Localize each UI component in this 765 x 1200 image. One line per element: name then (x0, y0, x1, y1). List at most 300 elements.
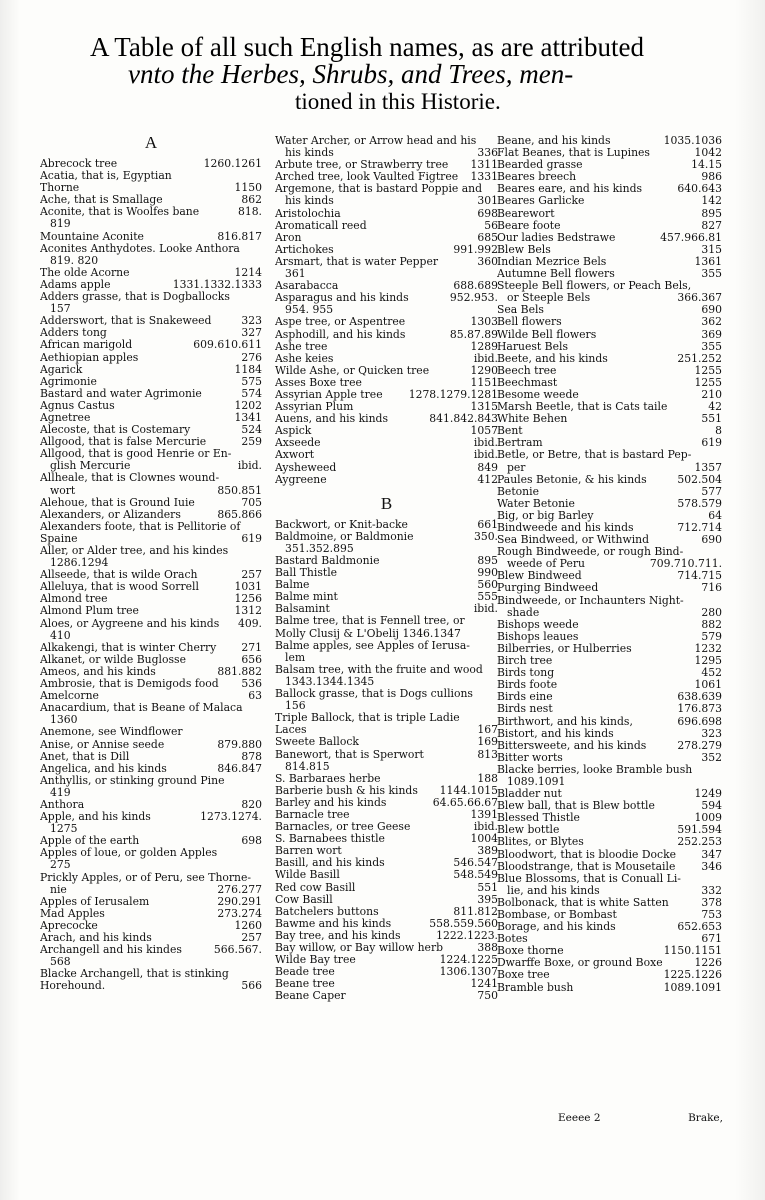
entry-name: Almond Plum tree (40, 605, 139, 618)
entry-pages: 1256 (232, 593, 262, 605)
entry-pages: 560 (474, 579, 498, 591)
index-column-2 (275, 135, 498, 1002)
entry-name: Bent (497, 425, 523, 438)
index-entry (40, 726, 262, 738)
entry-name: Asparagus and his kinds (275, 292, 409, 305)
entry-name: 1360 (50, 714, 78, 727)
entry-name: Bloodwort, that is bloodie Docke (497, 848, 677, 861)
entry-pages: 1202 (232, 400, 262, 412)
index-entry (40, 739, 262, 751)
entry-name: Beane Caper (275, 990, 346, 1003)
entry-pages: 85.87.89 (447, 329, 498, 341)
entry-pages: 619 (238, 533, 262, 545)
entry-pages: 1184 (232, 364, 262, 376)
entry-name: Bay tree, and his kinds (275, 929, 401, 942)
entry-name: Abrecock tree (40, 158, 118, 170)
index-entry (497, 655, 722, 667)
entry-pages: 360 (474, 256, 498, 268)
entry-pages: 1312 (232, 605, 262, 617)
index-entry (497, 788, 722, 800)
entry-name: 814.815 (285, 760, 330, 773)
entry-pages: 1241 (468, 978, 498, 990)
entry-pages: 273.274 (214, 908, 262, 920)
entry-pages: 1289 (468, 341, 498, 353)
entry-name: Bilberries, or Hulberries (497, 642, 632, 655)
index-entry (497, 728, 722, 740)
entry-pages: 1341 (232, 412, 262, 424)
entry-name: Beete, and his kinds (497, 352, 608, 365)
index-entry (497, 183, 722, 195)
index-entry (275, 652, 498, 664)
entry-pages: 578.579 (674, 498, 722, 510)
entry-name: Aygreene (275, 473, 327, 486)
index-entry (497, 703, 722, 715)
index-entry (40, 787, 262, 799)
entry-name: Agnus Castus (40, 399, 115, 412)
entry-name: Beech tree (497, 364, 557, 377)
entry-name: Bastard Baldmonie (275, 555, 380, 567)
index-entry (497, 304, 722, 316)
index-entry (497, 619, 722, 631)
index-entry (275, 232, 498, 244)
entry-name: Water Betonie (497, 497, 575, 510)
index-entry (497, 220, 722, 232)
entry-name: Red cow Basill (275, 881, 356, 894)
index-entry (40, 206, 262, 218)
index-entry (275, 857, 498, 869)
title-line-1: A Table of all such English names, as are attributed (90, 32, 644, 62)
index-entry (40, 642, 262, 654)
page-shadow-left (0, 0, 20, 1200)
entry-pages: 56 (481, 220, 498, 232)
index-column-3 (497, 135, 722, 994)
entry-name: Arched tree, look Vaulted Figtree (275, 171, 459, 184)
entry-name: Bishops weede (497, 618, 579, 631)
index-entry (497, 546, 722, 558)
entry-name: Sweete Ballock (275, 736, 359, 749)
index-entry (40, 884, 262, 896)
index-entry (40, 678, 262, 690)
entry-pages: 388 (474, 942, 498, 954)
entry-pages: 271 (238, 642, 262, 654)
entry-pages: 698 (474, 208, 498, 220)
index-entry (497, 873, 722, 885)
index-entry (497, 631, 722, 643)
entry-pages: ibid. (471, 449, 498, 461)
entry-name: Beade tree (275, 966, 335, 979)
index-entry (275, 954, 498, 966)
entry-name: Baldmoine, or Baldmonie (275, 530, 414, 543)
entry-pages: 257 (238, 932, 262, 944)
entry-pages: 378 (698, 897, 722, 909)
index-entry (40, 811, 262, 823)
index-entry (497, 498, 722, 510)
entry-name: Assyrian Plum (275, 401, 354, 414)
entry-pages: 827 (698, 220, 722, 232)
entry-pages: 878 (238, 751, 262, 763)
index-entry (40, 775, 262, 787)
entry-pages: 536 (238, 678, 262, 690)
entry-pages: 709.710.711. (647, 558, 722, 570)
index-entry (497, 679, 722, 691)
entry-pages: 698 (238, 835, 262, 847)
index-entry (275, 591, 498, 603)
entry-name: Botes (497, 933, 528, 946)
entry-name: Arbute tree, or Strawberry tree (275, 159, 449, 172)
entry-name: Alehoue, that is Ground Iuie (40, 496, 195, 509)
index-entry (40, 243, 262, 255)
entry-name: Axwort (275, 449, 315, 462)
entry-name: Anacardium, that is Beane of Malaca (40, 702, 243, 715)
title-line-3: tioned in this Historie. (295, 89, 501, 114)
entry-pages: 210 (698, 389, 722, 401)
entry-pages: 63 (245, 690, 262, 702)
entry-name: lie, and his kinds (507, 884, 600, 897)
entry-pages: 895 (474, 555, 498, 567)
entry-name: Water Archer, or Arrow head and his (275, 135, 477, 147)
index-entry (40, 968, 262, 980)
index-entry (40, 364, 262, 376)
index-entry (275, 555, 498, 567)
index-entry (497, 292, 722, 304)
index-entry (40, 424, 262, 436)
entry-pages: 882 (698, 619, 722, 631)
entry-name: Beechmast (497, 376, 558, 389)
entry-name: Aristolochia (275, 207, 341, 220)
entry-pages: 142 (698, 195, 722, 207)
entry-pages: 577 (698, 486, 722, 498)
entry-name: Blessed Thistle (497, 812, 580, 825)
index-entry (497, 933, 722, 945)
entry-pages: 640.643 (674, 183, 722, 195)
entry-name: glish Mercurie (50, 460, 131, 473)
index-entry (275, 712, 498, 724)
index-entry (275, 882, 498, 894)
entry-name: Big, or big Barley (497, 509, 594, 522)
index-entry (40, 980, 262, 992)
entry-name: Birds foote (497, 679, 558, 692)
entry-name: Anet, that is Dill (40, 750, 130, 763)
entry-pages: 176.873 (674, 703, 722, 715)
entry-pages: 1150 (232, 182, 262, 194)
index-entry (40, 896, 262, 908)
entry-pages: 881.882 (214, 666, 262, 678)
index-entry (497, 752, 722, 764)
entry-name: Barley and his kinds (275, 796, 387, 809)
entry-pages: 1331 (468, 171, 498, 183)
entry-pages: 1031 (232, 581, 262, 593)
entry-name: Cow Basill (275, 893, 333, 906)
entry-name: Apples of Ierusalem (40, 895, 150, 908)
entry-name: Balme mint (275, 591, 338, 604)
entry-pages: 865.866 (214, 509, 262, 521)
entry-name: Purging Bindweed (497, 582, 599, 595)
entry-pages: 1042 (692, 147, 722, 159)
entry-name: Aromaticall reed (275, 219, 367, 232)
entry-pages: 1361 (692, 256, 722, 268)
index-entry (275, 413, 498, 425)
index-entry (40, 799, 262, 811)
entry-list-b-part2 (497, 135, 722, 994)
entry-name: Batchelers buttons (275, 905, 379, 918)
entry-name: Bombase, or Bombast (497, 909, 617, 921)
index-entry (275, 615, 498, 627)
entry-name: White Behen (497, 413, 568, 426)
entry-name: Adders tong (40, 327, 107, 340)
index-entry (497, 836, 722, 848)
index-entry (40, 920, 262, 932)
entry-pages: 1273.1274. (197, 811, 262, 823)
entry-name: Aspe tree, or Aspentree (275, 316, 406, 329)
entry-name: Agarick (40, 363, 83, 376)
index-entry (275, 462, 498, 474)
index-entry (497, 437, 722, 449)
entry-name: Thorne (40, 182, 80, 195)
entry-name: nie (50, 883, 67, 896)
entry-pages: 1035.1036 (661, 135, 722, 147)
entry-pages: 524 (238, 424, 262, 436)
index-entry (275, 304, 498, 316)
index-entry (497, 353, 722, 365)
entry-name: Apple of the earth (40, 835, 140, 848)
index-entry (40, 436, 262, 448)
entry-pages: 574 (238, 388, 262, 400)
entry-pages: 1225.1226 (661, 969, 722, 981)
index-entry (275, 519, 498, 531)
entry-name: Assyrian Apple tree (275, 388, 383, 401)
index-entry (40, 944, 262, 956)
entry-name: Apple, and his kinds (40, 811, 151, 824)
entry-pages: 849 (474, 462, 498, 474)
entry-name: Alexanders foote, that is Pellitorie of (40, 520, 241, 533)
index-entry (275, 821, 498, 833)
entry-pages: 1224.1225 (437, 954, 498, 966)
index-entry (497, 462, 722, 474)
entry-pages: 813 (474, 749, 498, 761)
entry-name: Almond tree (40, 593, 108, 606)
entry-name: The olde Acorne (40, 266, 130, 279)
entry-name: Birch tree (497, 655, 553, 668)
index-entry (275, 640, 498, 652)
index-entry (40, 872, 262, 884)
index-entry (497, 401, 722, 413)
index-entry (275, 894, 498, 906)
entry-pages: 546.547 (450, 857, 498, 869)
index-entry (497, 740, 722, 752)
index-entry (40, 593, 262, 605)
entry-list-a-part1 (40, 158, 262, 992)
entry-name: Ballock grasse, that is Dogs cullions (275, 688, 473, 701)
entry-pages: 350. (471, 531, 498, 543)
entry-pages: 409. (235, 618, 262, 630)
entry-pages: ibid. (471, 353, 498, 365)
index-entry (497, 510, 722, 522)
entry-name: 156 (285, 700, 306, 713)
entry-pages: 753 (698, 909, 722, 921)
entry-pages: 671 (698, 933, 722, 945)
entry-name: Wilde Ashe, or Quicken tree (275, 364, 430, 377)
entry-name: his kinds (285, 147, 334, 160)
entry-name: S. Barbaraes herbe (275, 772, 381, 785)
entry-pages: 1391 (468, 809, 498, 821)
entry-name: Balme apples, see Apples of Ierusa- (275, 639, 470, 652)
entry-pages: 188 (474, 773, 498, 785)
entry-pages: 1357 (692, 462, 722, 474)
entry-name: Blacke berries, looke Bramble bush (497, 763, 693, 776)
entry-name: 419 (50, 786, 71, 799)
index-entry (275, 579, 498, 591)
index-entry (275, 437, 498, 449)
entry-name: Ashe tree (275, 340, 328, 353)
entry-pages: 952.953. (447, 292, 498, 304)
entry-pages: 369 (698, 329, 722, 341)
index-entry (497, 147, 722, 159)
index-entry (497, 969, 722, 981)
entry-pages: 355 (698, 341, 722, 353)
index-entry (40, 533, 262, 545)
entry-name: Adams apple (40, 278, 111, 291)
entry-pages: 846.847 (214, 763, 262, 775)
entry-name: 1343.1344.1345 (285, 675, 375, 688)
index-entry (497, 812, 722, 824)
entry-pages: 712.714 (674, 522, 722, 534)
entry-pages: 315 (698, 244, 722, 256)
index-entry (275, 244, 498, 256)
index-entry (497, 849, 722, 861)
entry-name: Boxe tree (497, 969, 550, 982)
index-entry (40, 557, 262, 569)
entry-name: Barnacles, or tree Geese (275, 821, 411, 834)
entry-name: Balsamint (275, 603, 330, 616)
entry-pages: 1089.1091 (661, 982, 722, 994)
entry-name: Bladder nut (497, 788, 562, 801)
index-entry (40, 630, 262, 642)
entry-name: Beare foote (497, 219, 561, 232)
entry-name: Bearewort (497, 207, 555, 220)
entry-name: Mountaine Aconite (40, 230, 144, 243)
entry-pages: 1295 (692, 655, 722, 667)
entry-name: Alkanet, or wilde Buglosse (40, 653, 186, 666)
entry-pages: 276 (238, 352, 262, 364)
index-entry (497, 268, 722, 280)
entry-name: Basill, and his kinds (275, 857, 385, 870)
page-title (90, 34, 680, 115)
index-entry (275, 474, 498, 486)
index-entry (275, 906, 498, 918)
entry-pages: 661 (474, 519, 498, 531)
entry-name: or Steeple Bels (507, 292, 591, 305)
entry-name: Allgood, that is false Mercurie (40, 436, 207, 449)
index-entry (275, 724, 498, 736)
index-entry (275, 401, 498, 413)
index-entry (497, 800, 722, 812)
index-entry (497, 885, 722, 897)
entry-pages: 346 (698, 861, 722, 873)
index-entry (40, 231, 262, 243)
index-entry (275, 449, 498, 461)
entry-pages: 457.966.81 (657, 232, 722, 244)
entry-name: Bay willow, or Bay willow herb (275, 942, 444, 954)
index-entry (497, 582, 722, 594)
entry-name: Aloes, or Aygreene and his kinds (40, 617, 220, 630)
entry-name: Bawme and his kinds (275, 917, 392, 930)
entry-pages: 1222.1223. (433, 930, 498, 942)
index-entry (40, 763, 262, 775)
entry-name: 275 (50, 859, 71, 872)
entry-name: Bindweede, or Inchaunters Night- (497, 594, 684, 607)
index-entry (40, 835, 262, 847)
index-entry (40, 847, 262, 859)
index-entry (497, 691, 722, 703)
entry-name: Argemone, that is bastard Poppie and (275, 183, 483, 196)
entry-pages: 558.559.560 (426, 918, 498, 930)
index-entry (275, 341, 498, 353)
entry-name: 568 (50, 956, 71, 969)
index-entry (40, 472, 262, 484)
entry-name: Banewort, that is Sperwort (275, 748, 424, 761)
entry-pages: 705 (238, 497, 262, 509)
entry-pages: 690 (698, 304, 722, 316)
entry-name: Asarabacca (275, 280, 339, 293)
index-entry (497, 135, 722, 147)
entry-pages: 1315 (468, 401, 498, 413)
entry-name: Wilde Bay tree (275, 954, 356, 967)
entry-pages: 452 (698, 667, 722, 679)
entry-name: 819. 820 (50, 254, 99, 267)
entry-name: Birds eine (497, 691, 553, 704)
index-entry (40, 618, 262, 630)
index-entry (497, 909, 722, 921)
entry-name: Bishops leaues (497, 630, 579, 643)
index-entry (497, 558, 722, 570)
index-entry (40, 267, 262, 279)
entry-list-b-part1 (275, 519, 498, 1003)
index-entry (275, 990, 498, 1002)
entry-name: weede of Peru (507, 558, 585, 571)
entry-name: Betonie (497, 485, 539, 498)
index-entry (497, 425, 722, 437)
entry-pages: 355 (698, 268, 722, 280)
entry-pages: ibid. (471, 603, 498, 615)
entry-pages: 327 (238, 327, 262, 339)
index-entry (40, 315, 262, 327)
index-entry (40, 569, 262, 581)
entry-name: Angelica, and his kinds (40, 762, 167, 775)
entry-name: Our ladies Bedstrawe (497, 231, 616, 244)
index-entry (40, 908, 262, 920)
entry-name: Steeple Bell flowers, or Peach Bels, (497, 280, 692, 293)
entry-name: Aprecocke (40, 919, 98, 932)
entry-name: Boxe thorne (497, 945, 564, 958)
entry-pages: 991.992 (450, 244, 498, 256)
entry-name: Birthwort, and his kinds, (497, 715, 633, 728)
index-entry (497, 897, 722, 909)
index-entry (275, 425, 498, 437)
entry-pages: 352 (698, 752, 722, 764)
entry-pages: 42 (705, 401, 722, 413)
index-entry (275, 329, 498, 341)
index-entry (275, 942, 498, 954)
index-entry (275, 688, 498, 700)
entry-pages: 685 (474, 232, 498, 244)
entry-pages: 818. (235, 206, 262, 218)
index-entry (40, 545, 262, 557)
entry-name: Archangell and his kindes (40, 944, 182, 957)
section-heading-a: A (144, 133, 158, 152)
index-entry (40, 859, 262, 871)
index-entry (497, 232, 722, 244)
index-entry (275, 966, 498, 978)
